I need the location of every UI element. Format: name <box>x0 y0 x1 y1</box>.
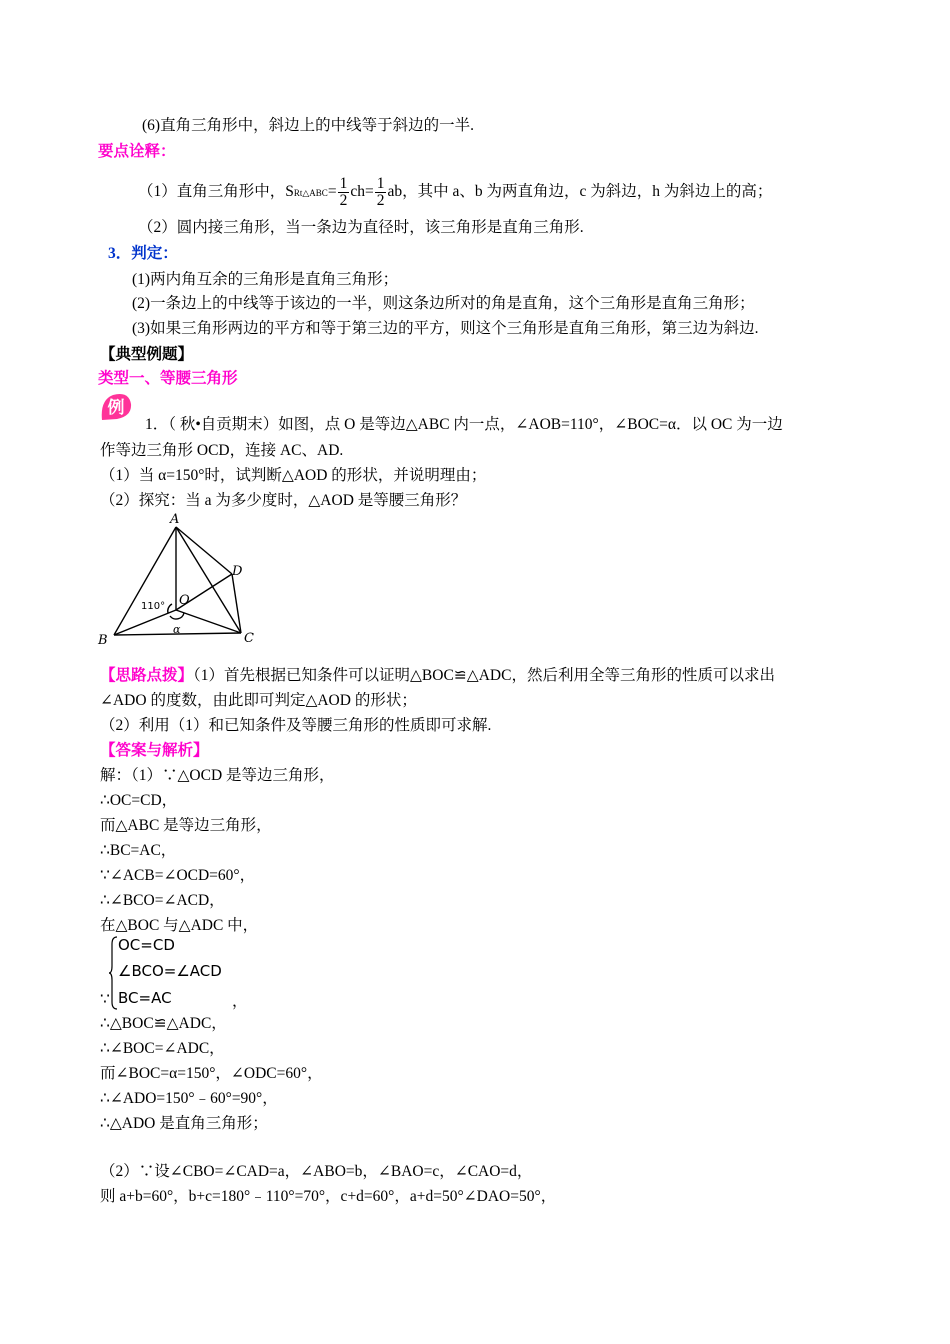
solution-line: ∴△BOC≌△ADC， <box>100 1015 227 1032</box>
solution-line: ∴OC=CD， <box>100 792 178 809</box>
solution-line: ∴∠BOC=∠ADC， <box>100 1040 225 1057</box>
part-2-line-2: 则 a+b=60°，b+c=180°﹣110°=70°，c+d=60°，a+d=50°∠DAO=50°， <box>100 1188 557 1205</box>
solution-line: 在△BOC 与△ADC 中， <box>100 917 259 934</box>
hint-line-1: 【思路点拨】（1）首先根据已知条件可以证明△BOC≌△ADC，然后利用全等三角形的性质可以求出 <box>100 667 775 684</box>
example-1-question-2: （2）探究：当 a 为多少度时，△AOD 是等腰三角形？ <box>100 492 467 509</box>
example-1-statement-cont: 作等边三角形 OCD，连接 AC、AD. <box>100 442 344 459</box>
label-alpha: α <box>173 623 181 636</box>
answer-heading: 【答案与解析】 <box>100 742 209 759</box>
part-2-line-1: （2）∵设∠CBO=∠CAD=a，∠ABO=b，∠BAO=c，∠CAO=d， <box>100 1163 533 1180</box>
label-110: 110° <box>141 601 166 612</box>
solution-line: ∴∠ADO=150°﹣60°=90°， <box>100 1090 278 1107</box>
label-b: B <box>98 633 108 646</box>
because-symbol: ∵ <box>100 991 110 1008</box>
hint-line-2: ∠ADO 的度数，由此即可判定△AOD 的形状； <box>100 692 417 709</box>
solution-line: ∴∠BCO=∠ACD， <box>100 892 225 909</box>
fraction-half: $\frac{1}{2}$ <box>339 175 348 209</box>
judgement-3: (3)如果三角形两边的平方和等于第三边的平方，则这个三角形是直角三角形，第三边为斜边. <box>132 320 759 337</box>
type-one-heading: 类型一、等腰三角形 <box>98 370 238 387</box>
solution-line: ∵∠ACB=∠OCD=60°， <box>100 867 256 884</box>
judgement-1: (1)两内角互余的三角形是直角三角形； <box>132 271 399 288</box>
label-c: C <box>244 631 254 646</box>
key-points-heading: 要点诠释： <box>98 143 176 160</box>
example-1-question-1: （1）当 α=150°时，试判断△AOD 的形状，并说明理由； <box>100 467 487 484</box>
judgement-heading: 3．判定： <box>108 245 178 262</box>
judgement-2: (2)一条边上的中线等于该边的一半，则这条边所对的角是直角，这个三角形是直角三角形； <box>132 295 755 312</box>
label-o: O <box>179 593 190 608</box>
label-a: A <box>170 512 180 527</box>
solution-line: 而∠BOC=α=150°，∠ODC=60°， <box>100 1065 323 1082</box>
solution-line: ∴BC=AC， <box>100 842 177 859</box>
example-1-statement: 1．（ 秋•自贡期末）如图，点 O 是等边△ABC 内一点，∠AOB=110°，∠BOC=α．以 OC 为一边 <box>145 416 783 433</box>
system-comma: ， <box>232 993 248 1010</box>
key-point-1: （1）直角三角形中，SRt△ABC= $\frac{1}{2}$ ch= $\frac{1}{2}$ ab，其中 a、b 为两直角边，c 为斜边，h 为斜边上的高； <box>138 175 773 209</box>
equation-system: OC=CD ∠BCO=∠ACD BC=AC <box>100 934 250 1012</box>
solution-line: 而△ABC 是等边三角形， <box>100 817 272 834</box>
label-d: D <box>232 564 243 579</box>
typical-examples-heading: 【典型例题】 <box>100 346 194 363</box>
solution-line: ∴△ADO 是直角三角形； <box>100 1115 268 1132</box>
solution-line: 解：（1）∵△OCD 是等边三角形， <box>100 767 335 784</box>
property-6: (6)直角三角形中，斜边上的中线等于斜边的一半. <box>142 117 474 134</box>
hint-line-3: （2）利用（1）和已知条件及等腰三角形的性质即可求解. <box>100 717 492 734</box>
example-badge-icon <box>99 392 133 422</box>
svg-text:例: 例 <box>107 398 125 418</box>
triangle-figure <box>96 512 266 646</box>
key-point-2: （2）圆内接三角形，当一条边为直径时，该三角形是直角三角形. <box>138 219 584 236</box>
fraction-half: $\frac{1}{2}$ <box>376 175 385 209</box>
